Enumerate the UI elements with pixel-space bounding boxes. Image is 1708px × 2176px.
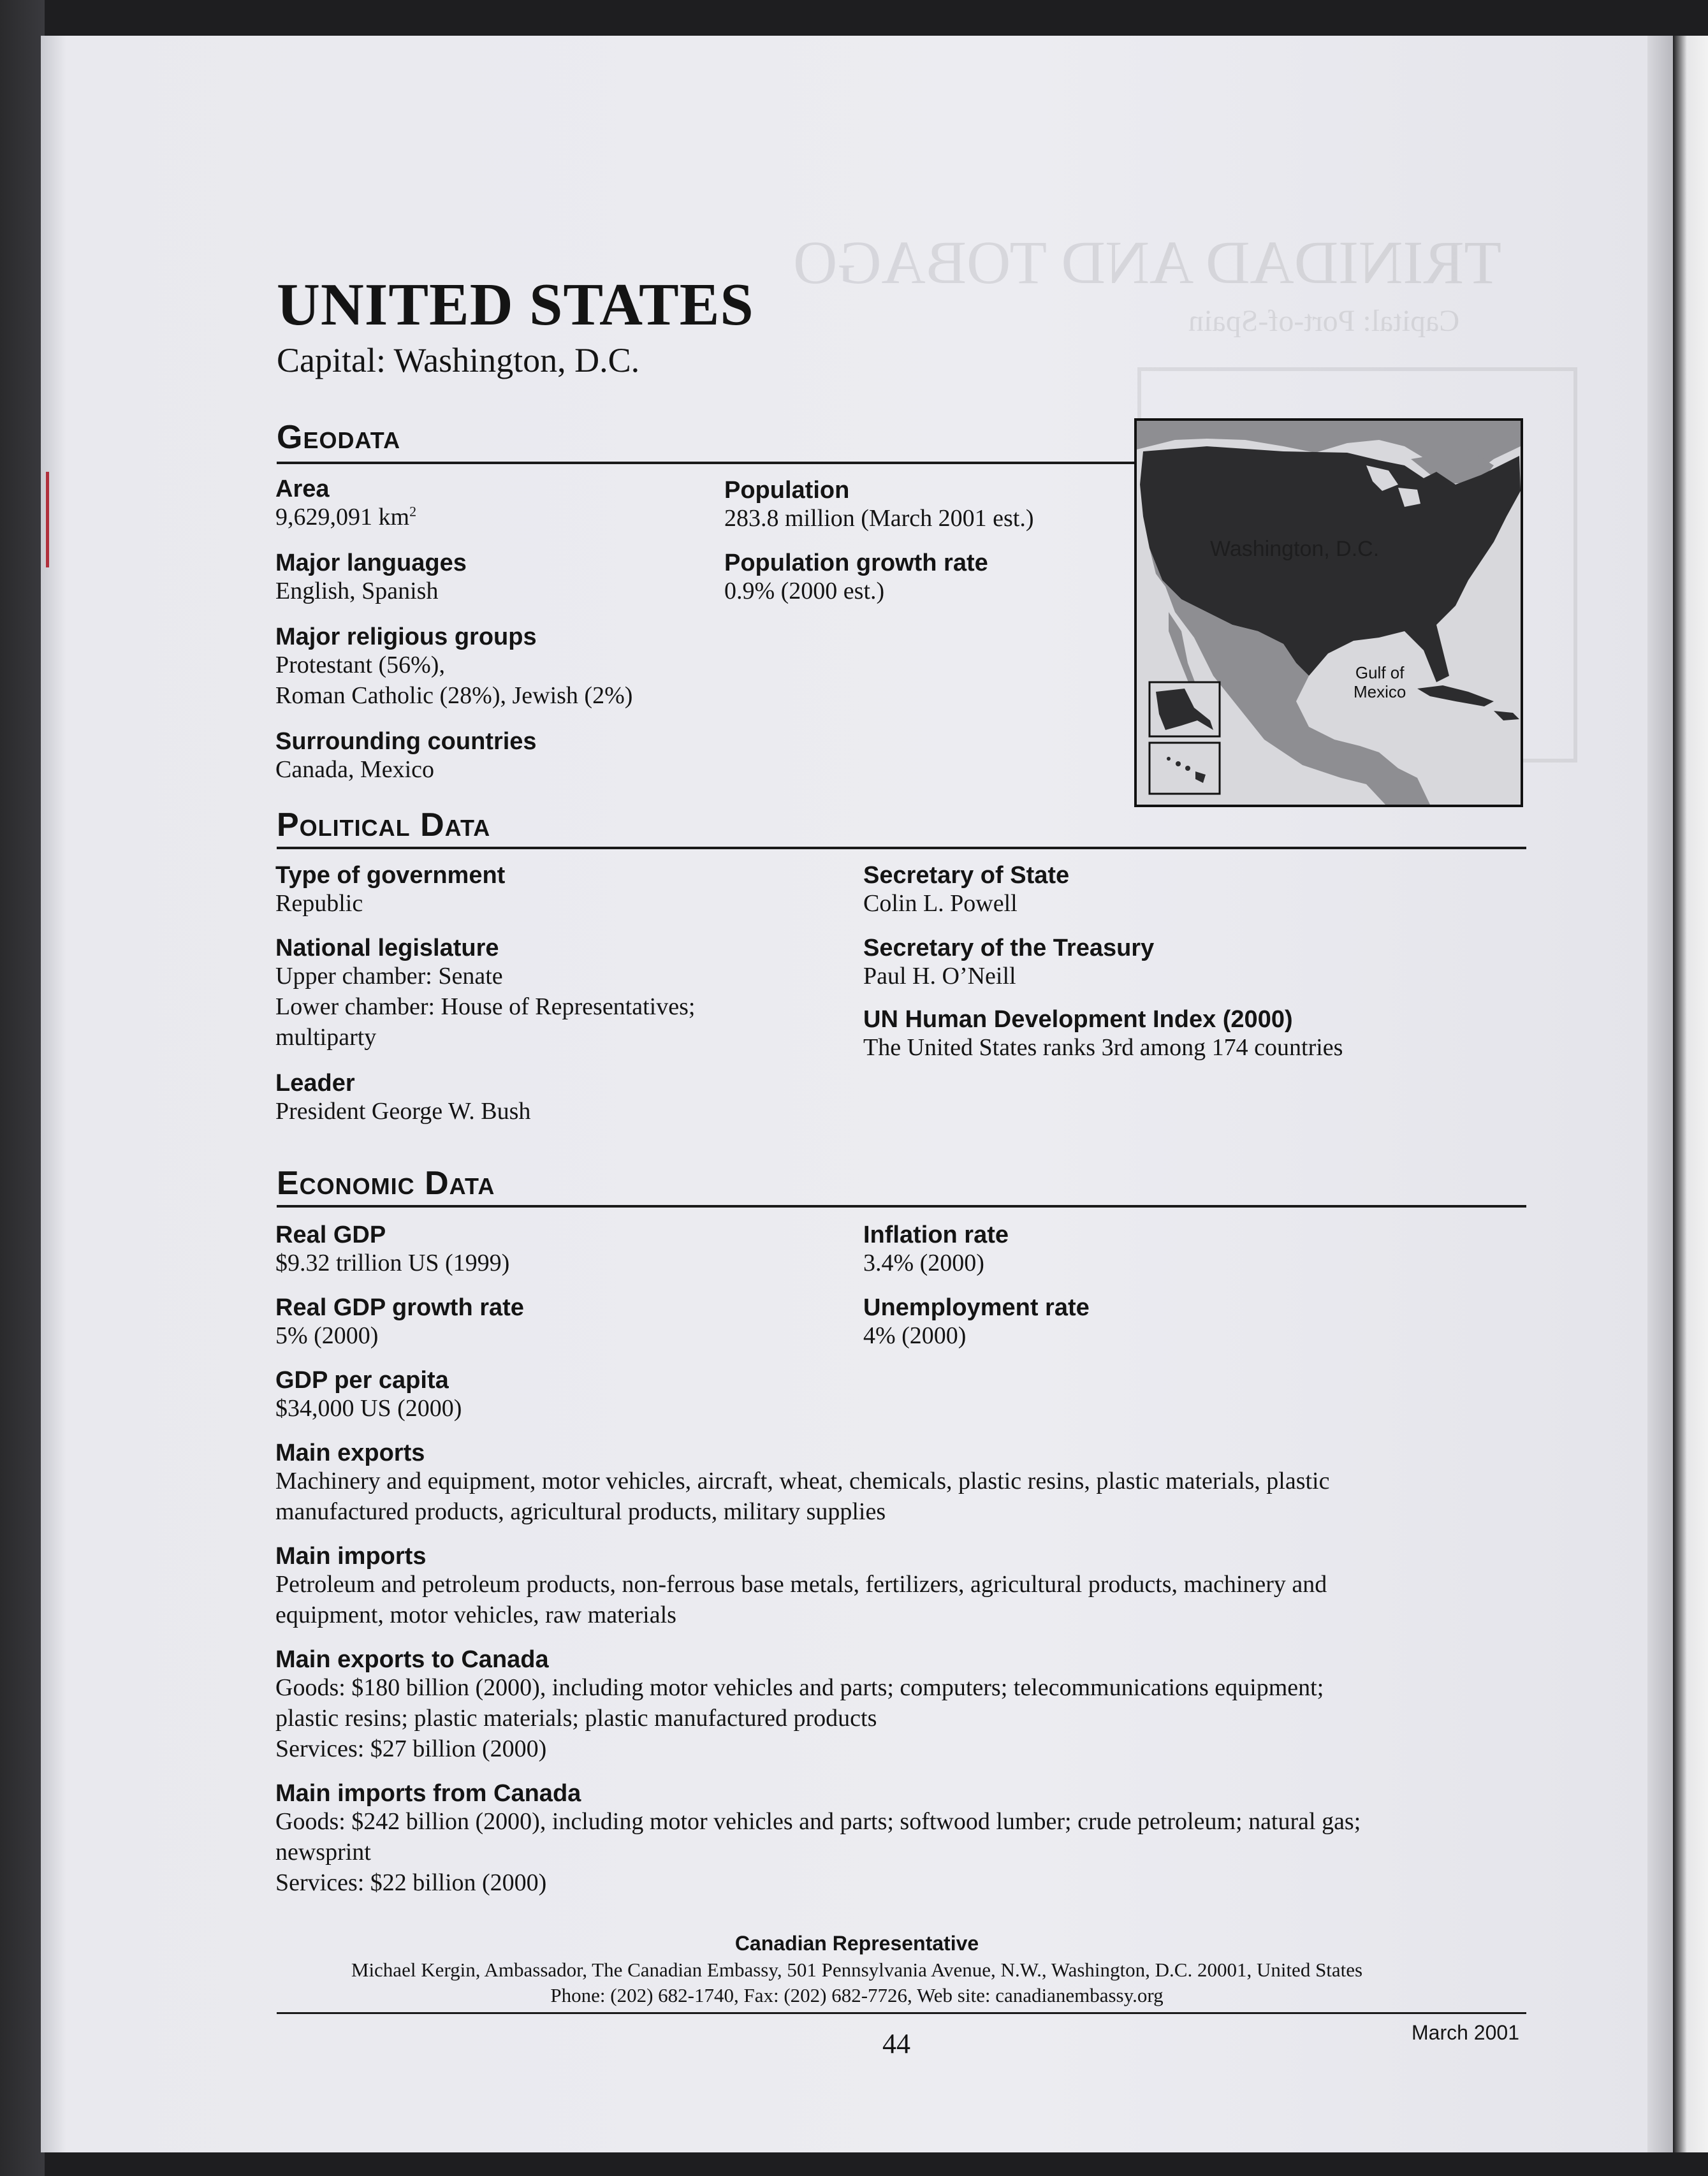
capital-line: Capital: Washington, D.C. [277, 341, 640, 379]
legislature-line-3: multiparty [275, 1024, 377, 1051]
representative-address: Michael Kergin, Ambassador, The Canadian Embassy, 501 Pennsylvania Avenue, N.W., Washington, D.C. 20001, United States [351, 1959, 1363, 1981]
gdp-growth-value: 5% (2000) [275, 1322, 379, 1349]
page-edge-shadow [1647, 36, 1673, 2152]
unemployment-label: Unemployment rate [863, 1294, 1090, 1321]
unemployment-value: 4% (2000) [863, 1322, 967, 1349]
hawaii-island [1167, 757, 1171, 761]
main-imports-line-2: equipment, motor vehicles, raw materials [275, 1602, 676, 1628]
representative-contact: Phone: (202) 682-1740, Fax: (202) 682-7726, Web site: canadianembassy.org [550, 1984, 1164, 2006]
political-heading: Political Data [277, 807, 491, 843]
legislature-label: National legislature [275, 935, 499, 961]
population-growth-label: Population growth rate [724, 550, 988, 576]
religions-line-1: Protestant (56%), [275, 652, 445, 678]
footer-rule [277, 2012, 1526, 2014]
exports-to-canada-line-1: Goods: $180 billion (2000), including motor vehicles and parts; computers; telecommunications equipment; [275, 1674, 1324, 1701]
political-rule [277, 847, 1526, 849]
main-imports-label: Main imports [275, 1543, 427, 1570]
geodata-rule [277, 462, 1135, 464]
next-page-edge [1673, 36, 1708, 2152]
imports-from-canada-label: Main imports from Canada [275, 1780, 581, 1807]
map-label-gulf [1354, 663, 1406, 701]
legislature-line-1: Upper chamber: Senate [275, 963, 503, 989]
imports-from-canada-line-2: newsprint [275, 1839, 371, 1866]
economic-heading: Economic Data [277, 1165, 495, 1202]
main-exports-label: Main exports [275, 1440, 425, 1466]
government-label: Type of government [275, 862, 506, 889]
bleed-through-text: TRINIDAD AND TOBAGO [793, 228, 1502, 296]
imports-from-canada-line-3: Services: $22 billion (2000) [275, 1869, 547, 1896]
canadian-representative-heading: Canadian Representative [734, 1932, 979, 1955]
secretary-of-state-label: Secretary of State [863, 862, 1070, 889]
page-title: UNITED STATES [277, 272, 754, 338]
main-exports-line-2: manufactured products, agricultural products, military supplies [275, 1498, 886, 1525]
hdi-label: UN Human Development Index (2000) [863, 1006, 1293, 1033]
population-value: 283.8 million (March 2001 est.) [724, 505, 1034, 532]
bleed-through-text: Capital: Port-of-Spain [1188, 304, 1460, 338]
economic-rule [277, 1205, 1526, 1208]
map-graphic [1137, 421, 1521, 805]
gdp-label: Real GDP [275, 1222, 386, 1248]
inflation-label: Inflation rate [863, 1222, 1009, 1248]
exports-to-canada-line-3: Services: $27 billion (2000) [275, 1735, 547, 1762]
gdp-per-capita-label: GDP per capita [275, 1367, 449, 1394]
geodata-heading: Geodata [277, 419, 401, 456]
main-imports-line-1: Petroleum and petroleum products, non-ferrous base metals, fertilizers, agricultural products, machinery and [275, 1571, 1327, 1598]
religions-label: Major religious groups [275, 624, 537, 650]
gdp-growth-label: Real GDP growth rate [275, 1294, 524, 1321]
area-label: Area [275, 476, 330, 502]
hawaii-inset [1150, 743, 1220, 794]
population-label: Population [724, 477, 850, 504]
exports-to-canada-label: Main exports to Canada [275, 1646, 549, 1673]
gulf-label-line-2: Mexico [1354, 682, 1406, 701]
hawaii-island [1185, 766, 1190, 771]
document-page [41, 36, 1673, 2152]
hawaii-island [1176, 761, 1181, 766]
surrounding-value: Canada, Mexico [275, 756, 435, 783]
hdi-value: The United States ranks 3rd among 174 countries [863, 1034, 1343, 1061]
population-growth-value: 0.9% (2000 est.) [724, 578, 885, 604]
main-exports-line-1: Machinery and equipment, motor vehicles, aircraft, wheat, chemicals, plastic resins, plastic materials, plastic [275, 1468, 1330, 1494]
gulf-label-line-1: Gulf of [1355, 663, 1405, 682]
treasury-value: Paul H. O’Neill [863, 963, 1016, 989]
secretary-of-state-value: Colin L. Powell [863, 890, 1018, 917]
inflation-value: 3.4% (2000) [863, 1250, 984, 1276]
leader-label: Leader [275, 1070, 355, 1097]
surrounding-label: Surrounding countries [275, 728, 537, 755]
gdp-per-capita-value: $34,000 US (2000) [275, 1395, 462, 1422]
exports-to-canada-line-2: plastic resins; plastic materials; plastic manufactured products [275, 1705, 877, 1732]
leader-value: President George W. Bush [275, 1098, 531, 1125]
page-number: 44 [882, 2028, 910, 2059]
languages-label: Major languages [275, 550, 467, 576]
area-value: 9,629,091 $km^2$ [275, 503, 417, 530]
scan-background-left [0, 0, 45, 2176]
country-map [1134, 418, 1523, 807]
religions-line-2: Roman Catholic (28%), Jewish (2%) [275, 682, 633, 709]
treasury-label: Secretary of the Treasury [863, 935, 1155, 961]
legislature-line-2: Lower chamber: House of Representatives; [275, 993, 696, 1020]
government-value: Republic [275, 890, 363, 917]
imports-from-canada-line-1: Goods: $242 billion (2000), including motor vehicles and parts; softwood lumber; crude petroleum; natural gas; [275, 1808, 1361, 1835]
page-edge-mark [46, 472, 49, 567]
gdp-value: $9.32 trillion US (1999) [275, 1250, 510, 1276]
publication-date: March 2001 [1412, 2021, 1519, 2044]
languages-value: English, Spanish [275, 578, 439, 604]
map-label-washington: Washington, D.C. [1210, 537, 1380, 561]
